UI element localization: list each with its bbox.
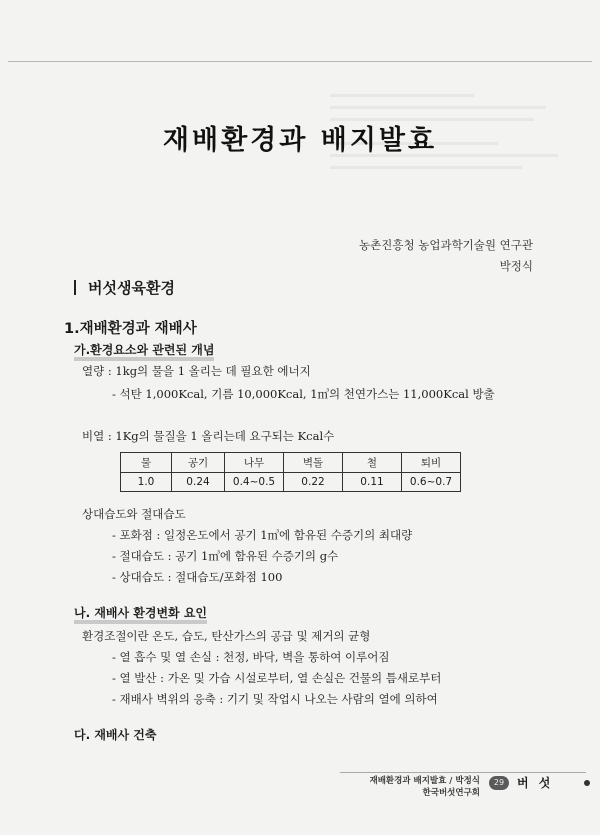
- running-footer: [369, 775, 480, 799]
- table-header-cell: 물: [121, 453, 172, 473]
- part-c-heading-text: 다. 재배사 건축: [74, 728, 157, 742]
- table-row: [121, 473, 461, 492]
- header-rule: [8, 61, 592, 62]
- magazine-name: 버 섯: [517, 776, 554, 790]
- part-c-heading: [74, 726, 156, 743]
- table-cell: 0.11: [343, 473, 402, 492]
- table-cell: 0.24: [172, 473, 225, 492]
- section-heading: [74, 277, 175, 298]
- page-number: 29: [489, 776, 509, 790]
- specific-heat-table: [120, 452, 461, 492]
- table-header-cell: 퇴비: [402, 453, 461, 473]
- heat-definition: 열량 : 1kg의 물을 1 올리는 데 필요한 에너지: [82, 364, 311, 378]
- table-cell: 0.6~0.7: [402, 473, 461, 492]
- table-cell: 1.0: [121, 473, 172, 492]
- table-cell: 0.4~0.5: [225, 473, 284, 492]
- humidity-heading: 상대습도와 절대습도: [82, 507, 186, 521]
- specific-heat-definition: 비열 : 1Kg의 물질을 1 올리는데 요구되는 Kcal수: [82, 429, 335, 443]
- page-title: 재배환경과 배지발효: [162, 125, 438, 156]
- part-b-heading: [74, 604, 207, 621]
- subsection-heading: 1.재배환경과 재배사: [64, 321, 197, 337]
- table-header-cell: 철: [343, 453, 402, 473]
- part-a-heading: [74, 341, 214, 358]
- environment-factor-item: - 열 발산 : 가온 및 가습 시설로부터, 열 손실은 건물의 틈새로부터: [112, 671, 442, 685]
- humidity-item: - 포화점 : 일정온도에서 공기 1㎥에 함유된 수증기의 최대량: [112, 528, 413, 542]
- footer-article: 재배환경과 배지발효 / 박정식: [369, 776, 480, 786]
- part-a-heading-text: 가.환경요소와 관련된 개념: [74, 343, 214, 361]
- humidity-item: - 상대습도 : 절대습도/포화점 100: [112, 570, 283, 584]
- section-heading-text: 버섯생육환경: [88, 279, 175, 297]
- footer-publisher: 한국버섯연구회: [422, 788, 480, 798]
- author-name: 박정식: [499, 259, 533, 273]
- part-b-heading-text: 나. 재배사 환경변화 요인: [74, 606, 207, 624]
- table-header-cell: 공기: [172, 453, 225, 473]
- table-header-cell: 나무: [225, 453, 284, 473]
- footer-dot-icon: [584, 780, 590, 786]
- heat-examples: - 석탄 1,000Kcal, 기름 10,000Kcal, 1㎥의 천연가스는 11,000Kcal 방출: [112, 387, 495, 401]
- environment-factor-item: - 열 흡수 및 열 손실 : 천정, 바닥, 벽을 통하여 이루어짐: [112, 650, 390, 664]
- author-block: [359, 235, 533, 277]
- table-cell: 0.22: [284, 473, 343, 492]
- humidity-item: - 절대습도 : 공기 1㎥에 함유된 수증기의 g수: [112, 549, 339, 563]
- footer-rule: [340, 772, 586, 773]
- table-header-row: [121, 453, 461, 473]
- environment-factor-item: - 재배사 벽위의 응축 : 기기 및 작업시 나오는 사람의 열에 의하여: [112, 692, 438, 706]
- author-affiliation: 농촌진흥청 농업과학기술원 연구관: [359, 238, 533, 252]
- section-bar: [74, 280, 76, 295]
- environment-control-intro: 환경조절이란 온도, 습도, 탄산가스의 공급 및 제거의 균형: [82, 629, 371, 643]
- table-header-cell: 벽돌: [284, 453, 343, 473]
